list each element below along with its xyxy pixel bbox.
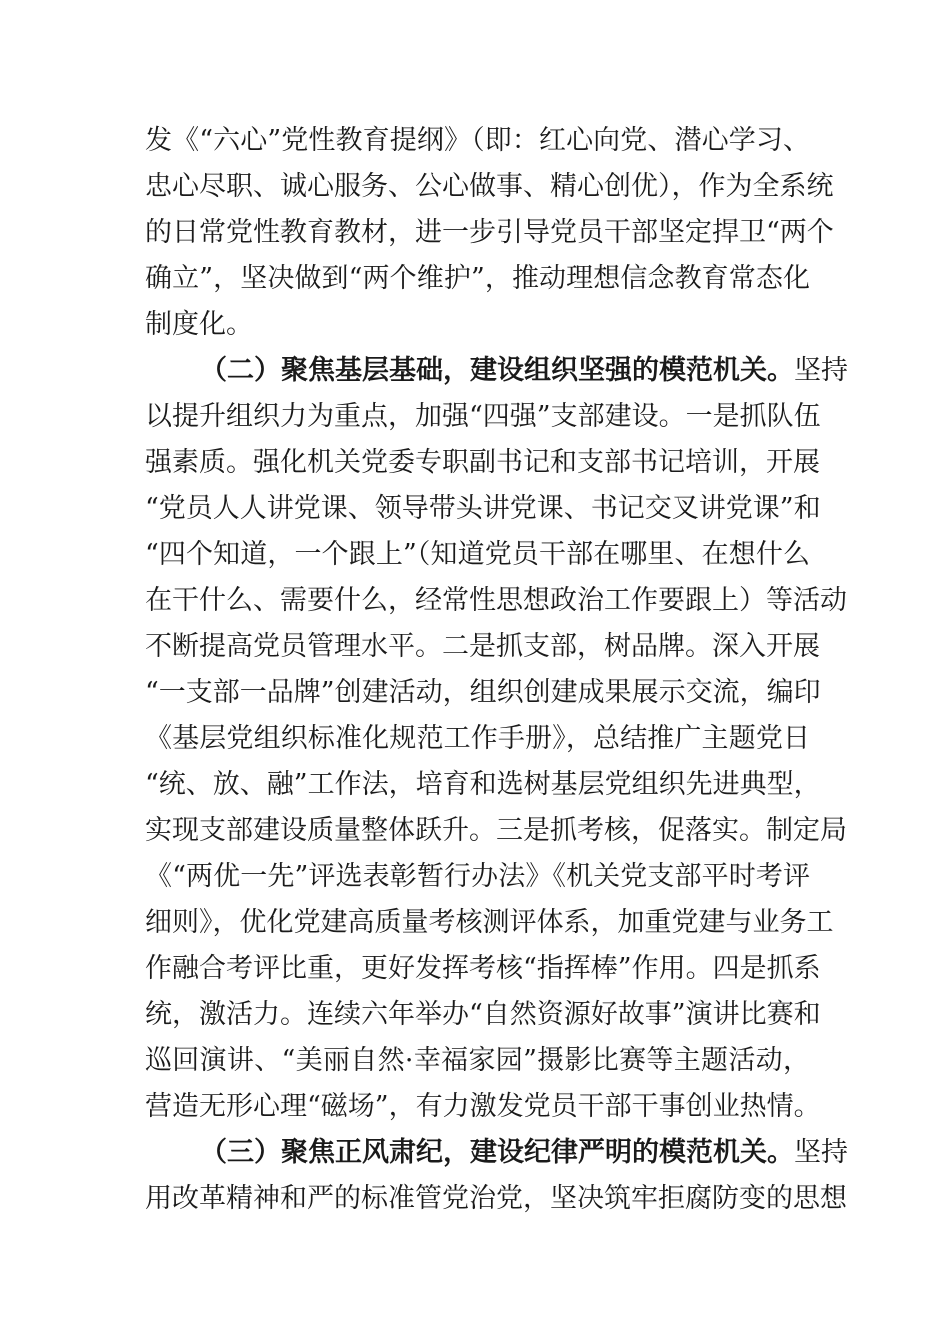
section-text: 坚持 xyxy=(794,1137,848,1168)
paragraph-line: “一支部一品牌”创建活动，组织创建成果展示交流，编印 xyxy=(145,677,821,708)
paragraph-line: 的日常党性教育教材，进一步引导党员干部坚定捍卫“两个 xyxy=(145,217,834,248)
section-heading-line xyxy=(200,1130,848,1176)
paragraph-line: 实现支部建设质量整体跃升。三是抓考核，促落实。制定局 xyxy=(145,815,847,846)
paragraph-line: 在干什么、需要什么，经常性思想政治工作要跟上）等活动 xyxy=(145,585,847,616)
paragraph-line: 《“两优一先”评选表彰暂行办法》《机关党支部平时考评 xyxy=(145,861,810,892)
paragraph-line: 细则》，优化党建高质量考核测评体系，加重党建与业务工 xyxy=(145,907,834,938)
paragraph-line: 营造无形心理“磁场”，有力激发党员干部干事创业热情。 xyxy=(145,1091,821,1122)
paragraph-line: 作融合考评比重，更好发挥考核“指挥棒”作用。四是抓系 xyxy=(145,953,821,984)
paragraph-line: “党员人人讲党课、领导带头讲党课、书记交叉讲党课”和 xyxy=(145,493,821,524)
paragraph-line: “四个知道，一个跟上”（知道党员干部在哪里、在想什么 xyxy=(145,539,810,570)
paragraph-line: 《基层党组织标准化规范工作手册》，总结推广主题党日 xyxy=(145,723,810,754)
paragraph-line: 不断提高党员管理水平。二是抓支部，树品牌。深入开展 xyxy=(145,631,820,662)
paragraph-line: 忠心尽职、诚心服务、公心做事、精心创优），作为全系统 xyxy=(145,171,834,202)
section-heading: （二）聚焦基层基础，建设组织坚强的模范机关。 xyxy=(200,355,794,386)
paragraph-line: “统、放、融”工作法，培育和选树基层党组织先进典型， xyxy=(145,769,821,800)
paragraph-line: 确立”，坚决做到“两个维护”，推动理想信念教育常态化 xyxy=(145,263,810,294)
section-heading: （三）聚焦正风肃纪，建设纪律严明的模范机关。 xyxy=(200,1137,794,1168)
paragraph-line: 以提升组织力为重点，加强“四强”支部建设。一是抓队伍 xyxy=(145,401,821,432)
paragraph-line: 制度化。 xyxy=(145,309,253,340)
paragraph-line: 强素质。强化机关党委专职副书记和支部书记培训，开展 xyxy=(145,447,820,478)
paragraph-line: 巡回演讲、“美丽自然·幸福家园”摄影比赛等主题活动， xyxy=(145,1045,810,1076)
section-heading-line xyxy=(200,348,848,394)
section-text: 坚持 xyxy=(794,355,848,386)
paragraph-line: 用改革精神和严的标准管党治党，坚决筑牢拒腐防变的思想 xyxy=(145,1183,847,1214)
paragraph-line: 统，激活力。连续六年举办“自然资源好故事”演讲比赛和 xyxy=(145,999,821,1030)
paragraph-line: 发《“六心”党性教育提纲》（即：红心向党、潜心学习、 xyxy=(145,125,810,156)
